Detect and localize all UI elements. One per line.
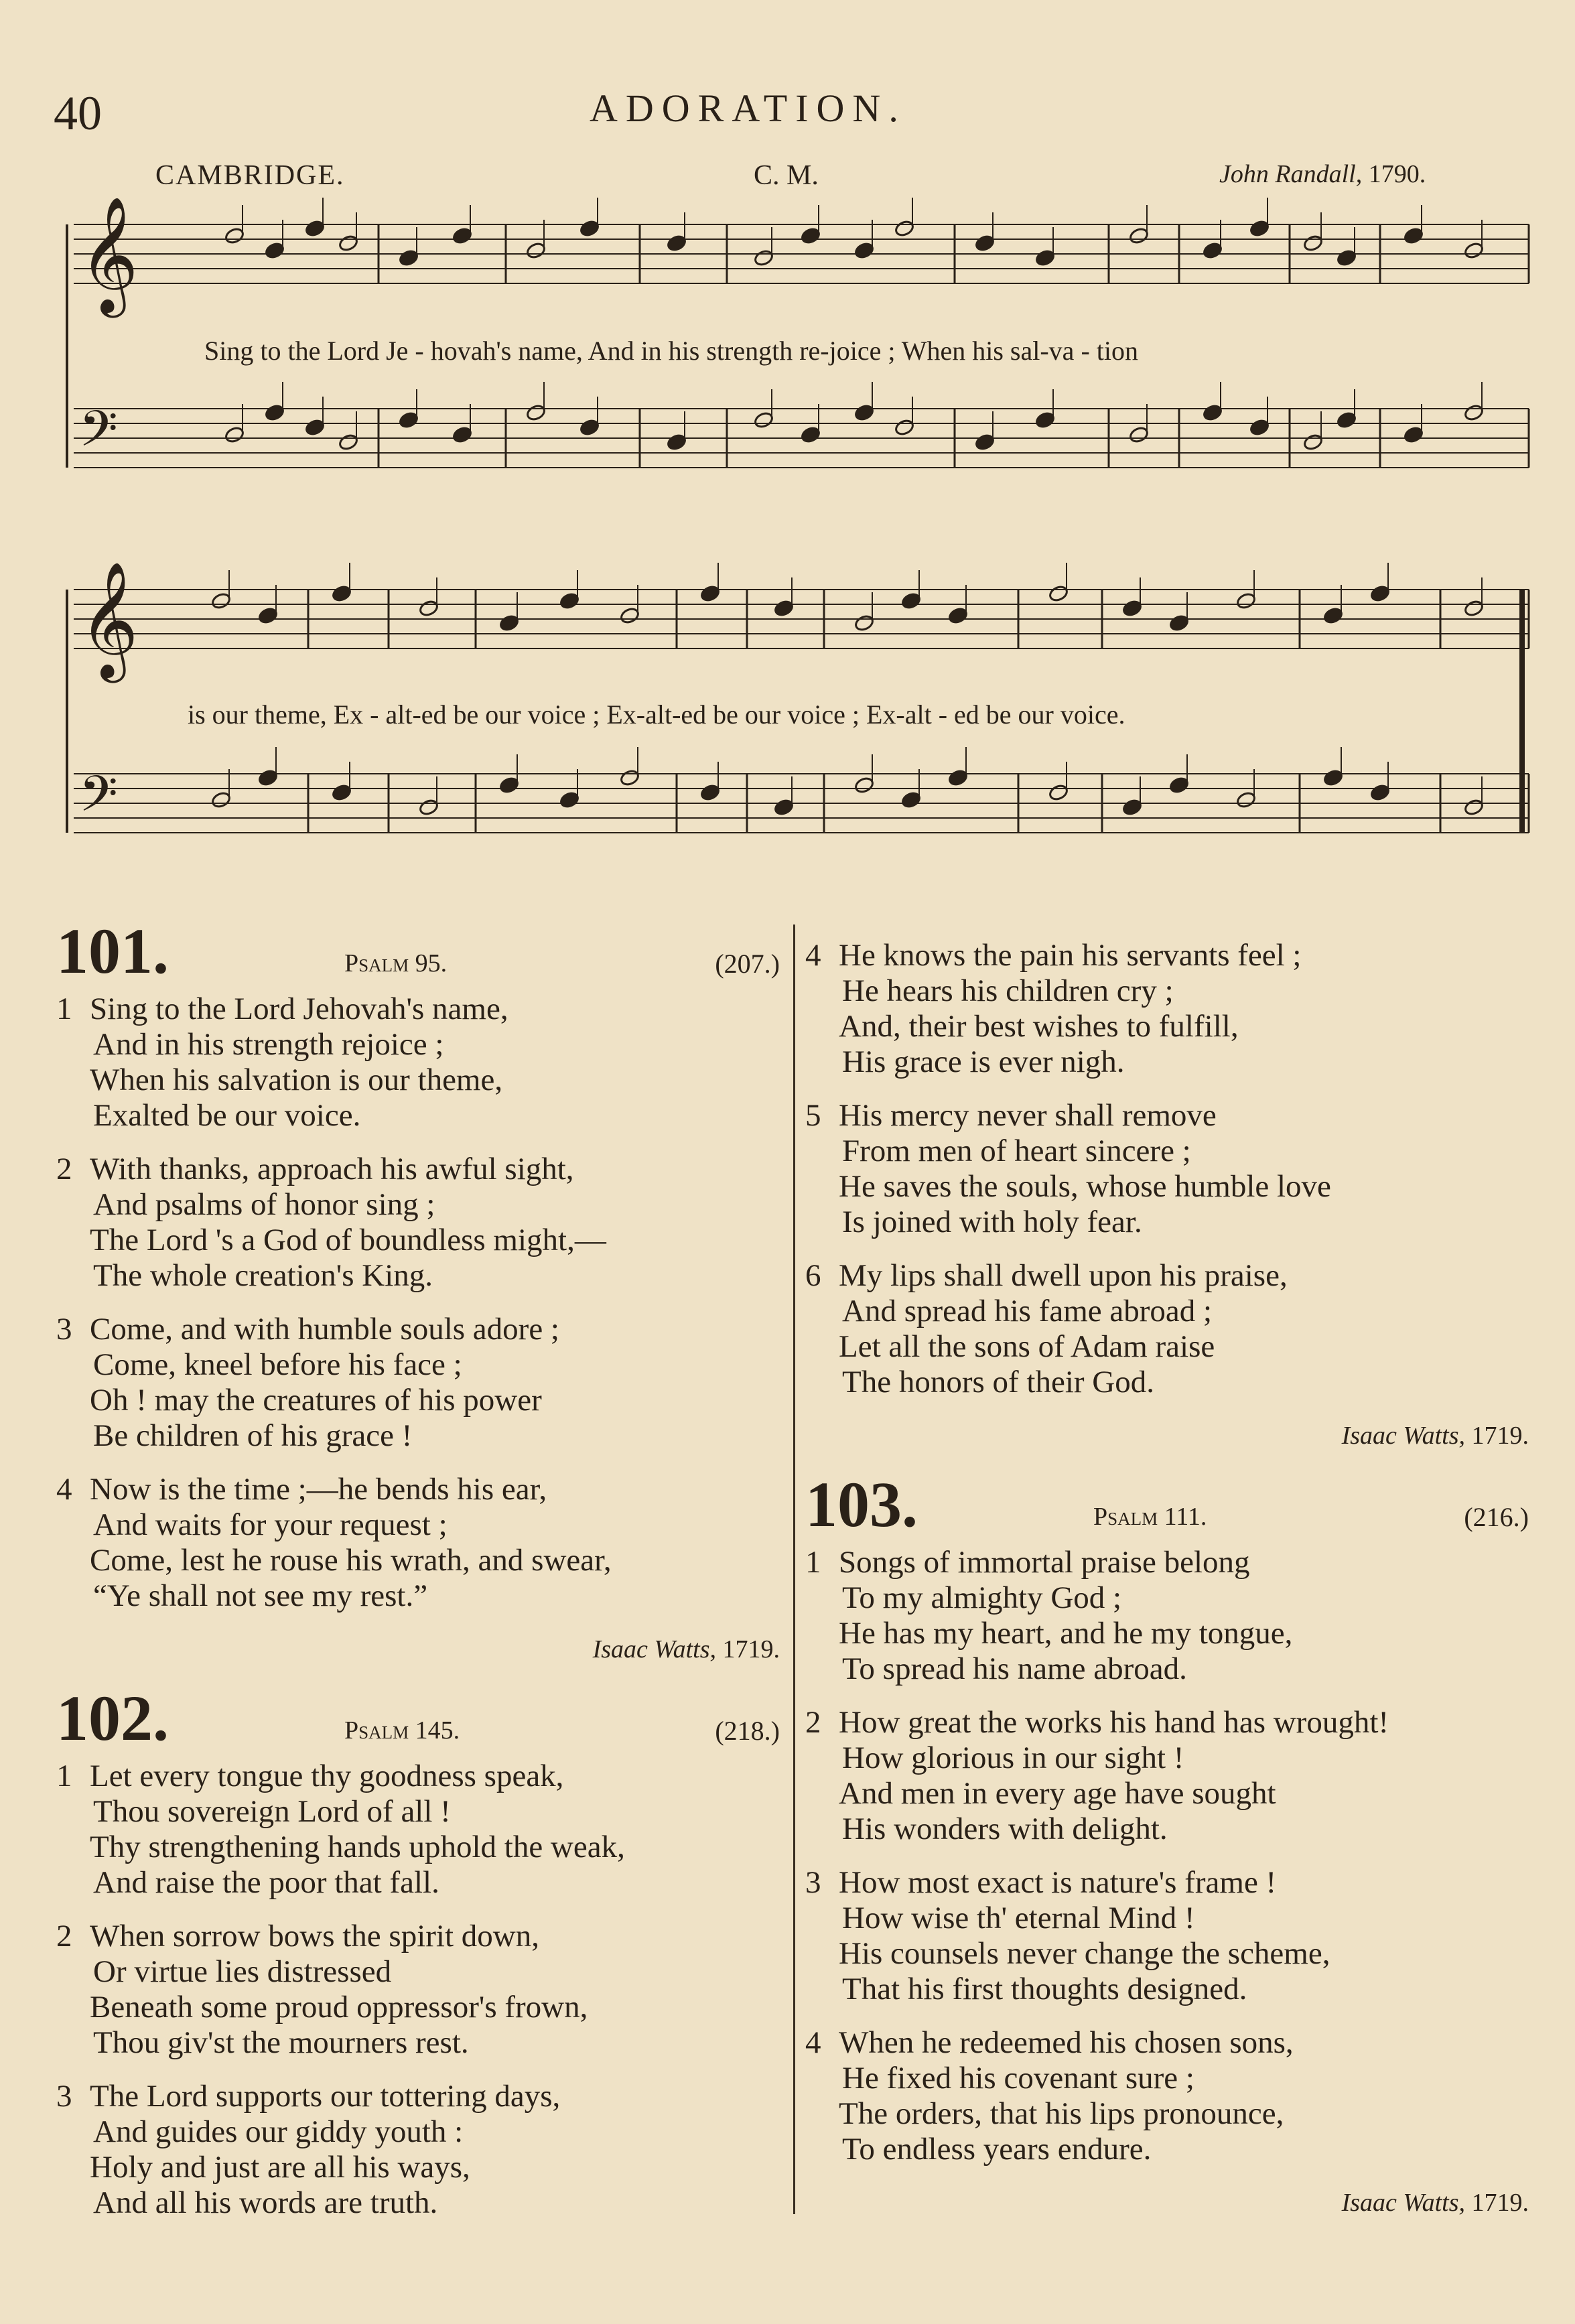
verse-text: And waits for your request ;	[93, 1507, 448, 1542]
note-head	[1463, 403, 1484, 421]
verse-line	[56, 1543, 780, 1578]
note-head	[1463, 798, 1484, 816]
verse-line	[805, 1651, 1529, 1687]
hymn-header	[805, 1468, 1529, 1545]
note-head	[224, 226, 245, 245]
note-head	[853, 241, 874, 259]
treble-clef-icon: 𝄞	[79, 200, 139, 311]
verse-line	[805, 2132, 1529, 2167]
verse-line	[805, 1098, 1529, 1134]
note-head	[304, 219, 325, 237]
verse-line	[805, 1169, 1529, 1205]
verse-number: 2	[56, 1152, 72, 1186]
verse-text: To endless years endure.	[842, 2132, 1152, 2167]
verse-line	[56, 1187, 780, 1223]
verse-number: 3	[56, 2079, 72, 2114]
note-head	[452, 425, 472, 443]
verse-text: From men of heart sincere ;	[842, 1134, 1191, 1168]
verse-text: My lips shall dwell upon his praise,	[839, 1258, 1288, 1293]
treble-clef-icon: 𝄞	[79, 565, 139, 676]
verse-number: 1	[805, 1545, 821, 1580]
verse-text: And spread his fame abroad ;	[842, 1294, 1213, 1328]
music-score	[0, 0, 1575, 898]
verse	[805, 2025, 1529, 2167]
note-head	[947, 606, 968, 624]
verse-text: When his salvation is our theme,	[90, 1063, 503, 1097]
verse-line	[56, 1759, 780, 1794]
verse-text: How most exact is nature's frame !	[839, 1865, 1277, 1900]
verse-text: With thanks, approach his awful sight,	[90, 1152, 574, 1186]
verse	[805, 1098, 1529, 1240]
author-year: 1719.	[1471, 1422, 1529, 1450]
verse-text: Now is the time ;—he bends his ear,	[90, 1472, 547, 1507]
verse-line	[56, 1223, 780, 1258]
note-head	[452, 226, 472, 245]
note-head	[418, 798, 439, 816]
verse-line	[805, 1705, 1529, 1740]
note-head	[1128, 425, 1149, 443]
note-head	[257, 606, 278, 624]
hymn-reference: (218.)	[715, 1716, 780, 1746]
note-head	[894, 219, 914, 237]
verse-text: Thou giv'st the mourners rest.	[93, 2025, 469, 2060]
verse-text: He fixed his covenant sure ;	[842, 2061, 1194, 2096]
verse-text: The honors of their God.	[842, 1365, 1154, 1399]
verse-line	[805, 973, 1529, 1009]
verse-text: His wonders with delight.	[842, 1812, 1168, 1846]
verse-number: 4	[805, 938, 821, 973]
note-head	[894, 418, 914, 436]
verse-line	[56, 1383, 780, 1418]
note-head	[699, 783, 720, 801]
note-head	[331, 783, 352, 801]
note-head	[1128, 226, 1149, 245]
verse-line	[56, 2079, 780, 2114]
verse-text: Come, and with humble souls adore ;	[90, 1312, 559, 1347]
note-head	[579, 418, 600, 436]
note-head	[1369, 783, 1390, 801]
note-head	[974, 433, 995, 451]
note-head	[699, 584, 720, 602]
note-head	[398, 411, 419, 429]
verse-number: 5	[805, 1098, 821, 1133]
verse	[56, 1312, 780, 1454]
verse-text: His counsels never change the scheme,	[839, 1936, 1330, 1971]
verse-text: Is joined with holy fear.	[842, 1205, 1142, 1239]
verse-text: Holy and just are all his ways,	[90, 2150, 470, 2185]
note-head	[853, 776, 874, 794]
verse-line	[805, 1776, 1529, 1812]
note-head	[1235, 592, 1256, 610]
verse-text: When he redeemed his chosen sons,	[839, 2025, 1294, 2060]
hymn-source: Psalm 95.	[344, 949, 448, 977]
verse-text: That his first thoughts designed.	[842, 1972, 1247, 2006]
note-head	[498, 776, 519, 794]
note-head	[1322, 768, 1343, 787]
note-head	[1048, 783, 1069, 801]
note-head	[338, 234, 358, 252]
note-head	[304, 418, 325, 436]
note-head	[619, 606, 640, 624]
verse-line	[805, 1580, 1529, 1616]
verse-line	[56, 1027, 780, 1063]
verse-line	[805, 1258, 1529, 1294]
verse-line	[56, 1507, 780, 1543]
verse	[805, 1258, 1529, 1400]
note-head	[1336, 411, 1357, 429]
author-year: 1719.	[722, 1635, 780, 1663]
verse-text: And raise the poor that fall.	[93, 1865, 439, 1900]
note-head	[1202, 241, 1223, 259]
note-head	[525, 403, 546, 421]
verse-text: “Ye shall not see my rest.”	[93, 1578, 428, 1613]
verse-line	[805, 1365, 1529, 1400]
verse-line	[805, 1044, 1529, 1080]
verse-number: 6	[805, 1258, 821, 1293]
verse-text: Thou sovereign Lord of all !	[93, 1794, 451, 1829]
note-head	[1403, 425, 1424, 443]
verse-text: How glorious in our sight !	[842, 1740, 1184, 1775]
note-head	[1463, 599, 1484, 617]
page-number: 40	[54, 86, 102, 140]
note-head	[800, 425, 821, 443]
verse-line	[805, 1972, 1529, 2007]
verse-text: The whole creation's King.	[93, 1258, 433, 1293]
author-name: Isaac Watts,	[1341, 2189, 1465, 2217]
column-divider	[793, 925, 795, 2214]
verse-text: How wise th' eternal Mind !	[842, 1901, 1195, 1935]
verse	[56, 992, 780, 1134]
verse	[56, 1759, 780, 1901]
verse	[56, 1919, 780, 2061]
verse-line	[805, 1294, 1529, 1329]
verse-text: Let every tongue thy goodness speak,	[90, 1759, 564, 1793]
verse-text: And guides our giddy youth :	[93, 2114, 464, 2149]
hymn-author	[805, 2185, 1529, 2221]
verse-text: He saves the souls, whose humble love	[839, 1169, 1331, 1204]
verse-text: He knows the pain his servants feel ;	[839, 938, 1302, 973]
verse-number: 3	[805, 1865, 821, 1900]
tune-name: CAMBRIDGE.	[155, 160, 345, 191]
verse-number: 2	[56, 1919, 72, 1954]
note-head	[331, 584, 352, 602]
verse-text: Oh ! may the creatures of his power	[90, 1383, 542, 1418]
note-head	[947, 768, 968, 787]
verse-line	[56, 1347, 780, 1383]
verse-number: 2	[805, 1705, 821, 1740]
note-head	[974, 234, 995, 252]
verse-text: Exalted be our voice.	[93, 1098, 361, 1133]
bass-clef-icon: 𝄢	[79, 768, 118, 834]
verse-line	[56, 2025, 780, 2061]
verse-line	[56, 992, 780, 1027]
right-column	[805, 938, 1529, 2238]
note-head	[1322, 606, 1343, 624]
hymn-reference: (207.)	[715, 949, 780, 979]
verse-text: And men in every age have sought	[839, 1776, 1276, 1811]
note-head	[1336, 249, 1357, 267]
note-head	[1202, 403, 1223, 421]
verse-text: Beneath some proud oppressor's frown,	[90, 1990, 588, 2025]
note-head	[1463, 241, 1484, 259]
note-head	[1235, 791, 1256, 809]
note-head	[525, 241, 546, 259]
note-head	[1369, 584, 1390, 602]
verse-line	[56, 2114, 780, 2150]
composer-year: 1790.	[1368, 160, 1426, 188]
verse-line	[805, 1740, 1529, 1776]
note-head	[1249, 219, 1270, 237]
hymn-header	[56, 1682, 780, 1759]
author-name: Isaac Watts,	[592, 1635, 716, 1663]
composer-name: John Randall,	[1219, 160, 1363, 188]
note-head	[579, 219, 600, 237]
hymn-number: 101.	[56, 915, 169, 987]
verse-text: To my almighty God ;	[842, 1580, 1122, 1615]
verse	[805, 1545, 1529, 1687]
note-head	[210, 592, 231, 610]
note-head	[800, 226, 821, 245]
hymn-number: 102.	[56, 1682, 169, 1754]
left-column	[56, 915, 780, 2239]
verse-line	[805, 1865, 1529, 1901]
verse-text: To spread his name abroad.	[842, 1651, 1187, 1686]
verse-text: The Lord supports our tottering days,	[90, 2079, 561, 2114]
verse-line	[56, 1954, 780, 1990]
verse-line	[56, 1418, 780, 1454]
note-head	[753, 249, 774, 267]
note-head	[257, 768, 278, 787]
note-head	[619, 768, 640, 787]
verse-line	[805, 1009, 1529, 1044]
verse-line	[805, 1901, 1529, 1936]
verse-line	[805, 1936, 1529, 1972]
verse-number: 1	[56, 1759, 72, 1793]
verse-text: Be children of his grace !	[93, 1418, 413, 1453]
verse-number: 3	[56, 1312, 72, 1347]
verse	[805, 1865, 1529, 2007]
hymn-author	[805, 1418, 1529, 1454]
verse-line	[56, 1990, 780, 2025]
note-head	[398, 249, 419, 267]
note-head	[1168, 776, 1189, 794]
verse-line	[56, 1063, 780, 1098]
verse-line	[56, 1794, 780, 1830]
verse-line	[56, 2185, 780, 2221]
verse-line	[805, 2096, 1529, 2132]
note-head	[1403, 226, 1424, 245]
note-head	[1168, 614, 1189, 632]
note-head	[418, 599, 439, 617]
note-head	[338, 433, 358, 451]
verse-text: And all his words are truth.	[93, 2185, 438, 2220]
note-head	[1121, 798, 1142, 816]
tune-meter: C. M.	[754, 160, 819, 191]
hymn-reference: (216.)	[1464, 1502, 1529, 1532]
verse-line	[805, 1134, 1529, 1169]
note-head	[210, 791, 231, 809]
verse-line	[56, 1865, 780, 1901]
verse	[56, 1152, 780, 1294]
verse	[805, 1705, 1529, 1847]
verse-number: 4	[805, 2025, 821, 2060]
verse-line	[56, 1258, 780, 1294]
note-head	[1302, 433, 1323, 451]
verse-line	[805, 1812, 1529, 1847]
verse-text: Songs of immortal praise belong	[839, 1545, 1250, 1580]
running-title: ADORATION.	[590, 86, 906, 130]
verse-text: He hears his children cry ;	[842, 973, 1174, 1008]
verse-number: 4	[56, 1472, 72, 1507]
verse-line	[805, 2025, 1529, 2061]
note-head	[264, 403, 285, 421]
verse	[805, 938, 1529, 1080]
verse	[56, 1472, 780, 1614]
verse-line	[805, 1616, 1529, 1651]
verse-text: How great the works his hand has wrought!	[839, 1705, 1389, 1740]
bass-clef-icon: 𝄢	[79, 403, 118, 469]
hymn-source: Psalm 145.	[344, 1716, 460, 1745]
verse-line	[56, 1472, 780, 1507]
note-head	[666, 433, 687, 451]
verse-text: His grace is ever nigh.	[842, 1044, 1125, 1079]
note-head	[1034, 411, 1055, 429]
note-head	[559, 592, 579, 610]
verse-text: Come, kneel before his face ;	[93, 1347, 462, 1382]
verse	[56, 2079, 780, 2221]
author-year: 1719.	[1471, 2189, 1529, 2217]
verse-text: Or virtue lies distressed	[93, 1954, 392, 1989]
note-head	[1048, 584, 1069, 602]
verse-line	[805, 1329, 1529, 1365]
verse-text: Come, lest he rouse his wrath, and swear,	[90, 1543, 612, 1578]
note-head	[224, 425, 245, 443]
note-head	[853, 614, 874, 632]
note-head	[853, 403, 874, 421]
lyric-line-2: is our theme, Ex - alt-ed be our voice ; Ex-alt-ed be our voice ; Ex-alt - ed be our voice.	[188, 699, 1125, 730]
verse-line	[805, 938, 1529, 973]
author-name: Isaac Watts,	[1341, 1422, 1465, 1450]
verse-line	[805, 1205, 1529, 1240]
verse-line	[56, 1578, 780, 1614]
hymn-header	[56, 915, 780, 992]
verse-line	[56, 2150, 780, 2185]
note-head	[666, 234, 687, 252]
hymn-author	[56, 1632, 780, 1667]
note-head	[1034, 249, 1055, 267]
verse-text: He has my heart, and he my tongue,	[839, 1616, 1293, 1651]
hymn-number: 103.	[805, 1468, 918, 1540]
note-head	[559, 791, 579, 809]
note-head	[753, 411, 774, 429]
note-head	[900, 791, 921, 809]
hymn-source: Psalm 111.	[1093, 1503, 1207, 1531]
verse-line	[56, 1152, 780, 1187]
note-head	[1302, 234, 1323, 252]
verse-text: And in his strength rejoice ;	[93, 1027, 444, 1062]
verse-text: The orders, that his lips pronounce,	[839, 2096, 1284, 2131]
verse-text: And, their best wishes to fulfill,	[839, 1009, 1239, 1044]
note-head	[1249, 418, 1270, 436]
lyric-line-1: Sing to the Lord Je - hovah's name, And in his strength re-joice ; When his sal-va - tion	[204, 336, 1138, 366]
verse-text: When sorrow bows the spirit down,	[90, 1919, 539, 1954]
note-head	[773, 798, 794, 816]
verse-number: 1	[56, 992, 72, 1026]
verse-line	[56, 1919, 780, 1954]
verse-line	[805, 2061, 1529, 2096]
verse-text: Sing to the Lord Jehovah's name,	[90, 992, 508, 1026]
verse-line	[56, 1312, 780, 1347]
verse-text: Let all the sons of Adam raise	[839, 1329, 1215, 1364]
note-head	[264, 241, 285, 259]
verse-text: His mercy never shall remove	[839, 1098, 1217, 1133]
verse-text: And psalms of honor sing ;	[93, 1187, 435, 1222]
verse-line	[56, 1830, 780, 1865]
verse-text: The Lord 's a God of boundless might,—	[90, 1223, 606, 1257]
verse-line	[805, 1545, 1529, 1580]
verse-line	[56, 1098, 780, 1134]
note-head	[1121, 599, 1142, 617]
note-head	[773, 599, 794, 617]
note-head	[498, 614, 519, 632]
note-head	[900, 592, 921, 610]
verse-text: Thy strengthening hands uphold the weak,	[90, 1830, 625, 1864]
